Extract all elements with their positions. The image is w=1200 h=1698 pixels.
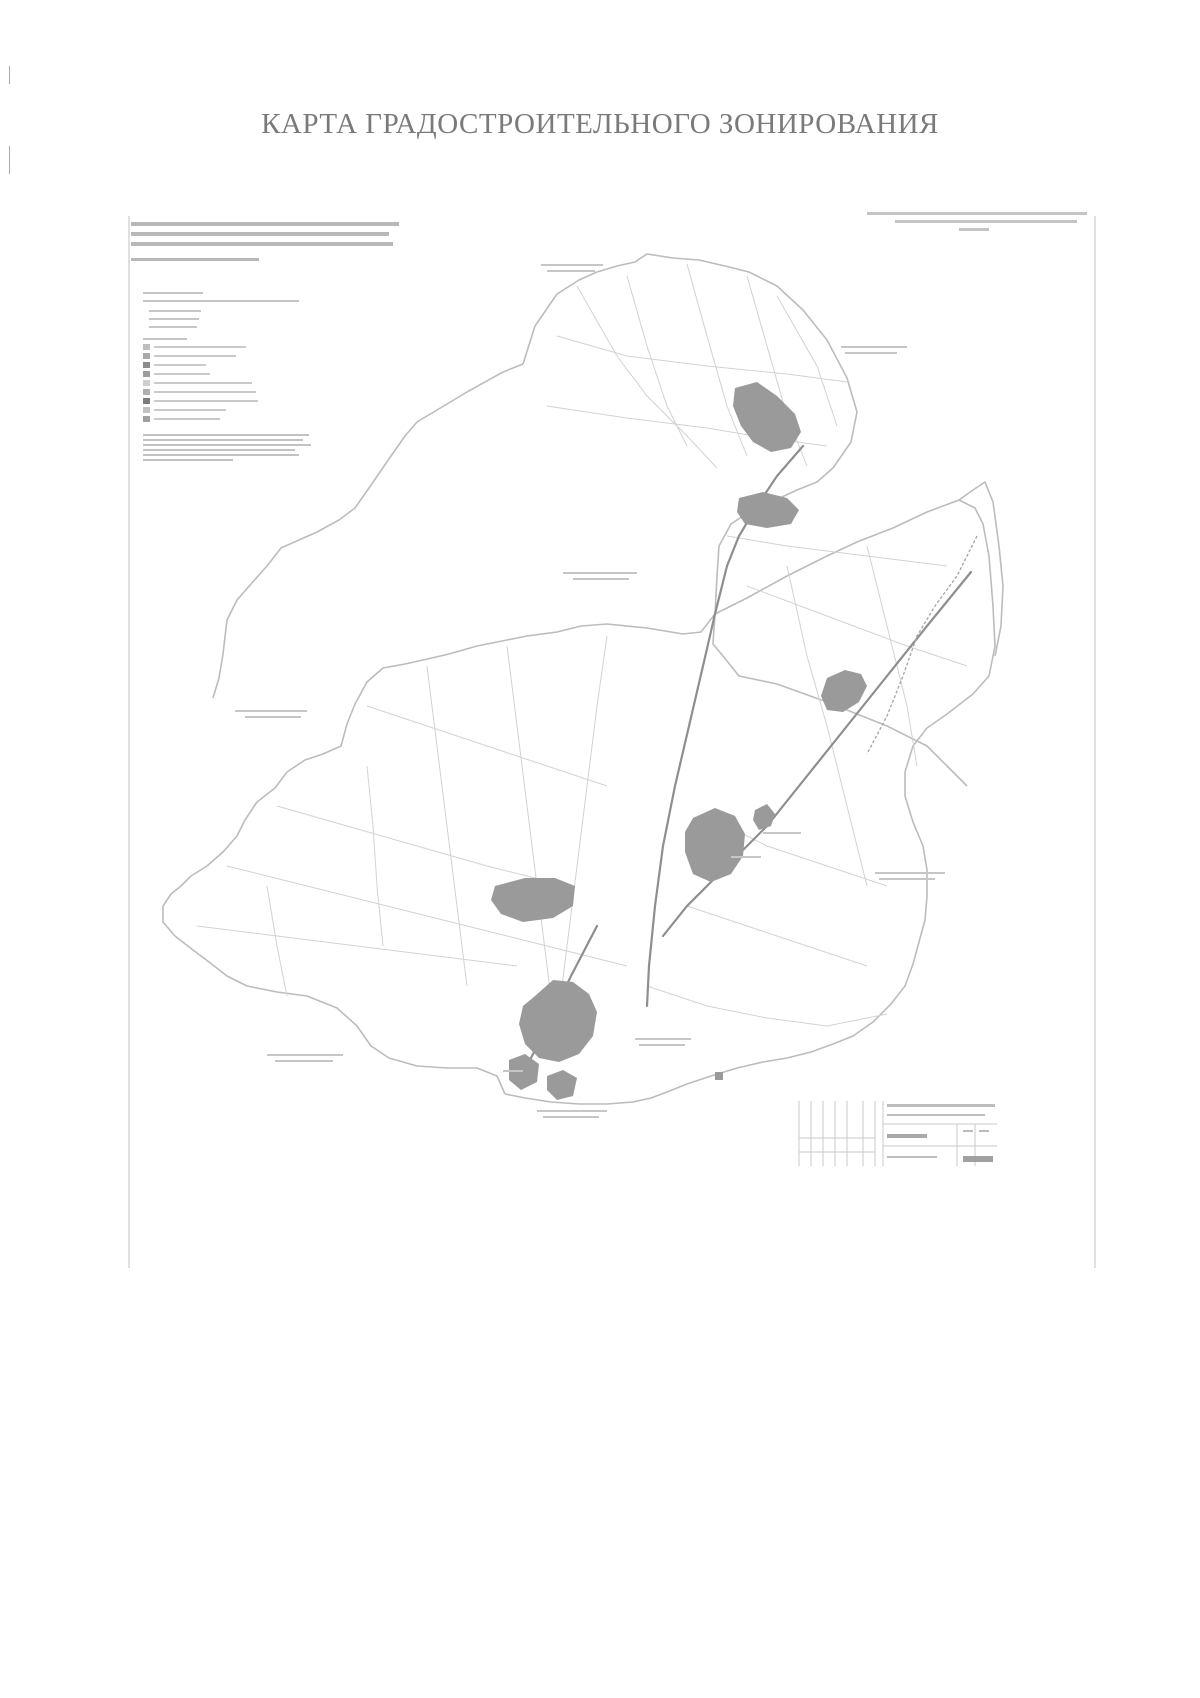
settlement-zone-marker — [715, 1072, 723, 1080]
scan-edge-mark — [9, 146, 10, 174]
river-line — [867, 536, 977, 754]
settlement-zone-central-east — [753, 804, 775, 830]
settlement-zone-north-2 — [737, 492, 799, 528]
zoning-map — [127, 206, 1097, 1274]
legend-swatches — [143, 344, 150, 422]
page-title: КАРТА ГРАДОСТРОИТЕЛЬНОГО ЗОНИРОВАНИЯ — [261, 108, 939, 140]
main-roads — [519, 446, 971, 1086]
road-central — [647, 614, 715, 1006]
parcel-lines — [197, 264, 967, 1046]
zoning-map-canvas — [127, 206, 1097, 1274]
scan-edge-mark — [9, 66, 10, 84]
territory-boundary — [163, 254, 1003, 1104]
settlement-zone-west — [491, 878, 575, 922]
settlement-zones — [491, 382, 867, 1100]
map-header-block — [131, 222, 399, 261]
title-block-text — [887, 1104, 995, 1162]
map-legend — [143, 292, 311, 461]
settlement-zone-east — [821, 670, 867, 712]
settlement-zone-south — [519, 980, 597, 1062]
map-header-right-block — [867, 212, 1087, 231]
settlement-zone-central — [685, 808, 745, 882]
settlement-zone-south-3 — [547, 1070, 577, 1100]
road-east-diagonal — [663, 572, 971, 936]
settlement-zone-north — [733, 382, 801, 452]
